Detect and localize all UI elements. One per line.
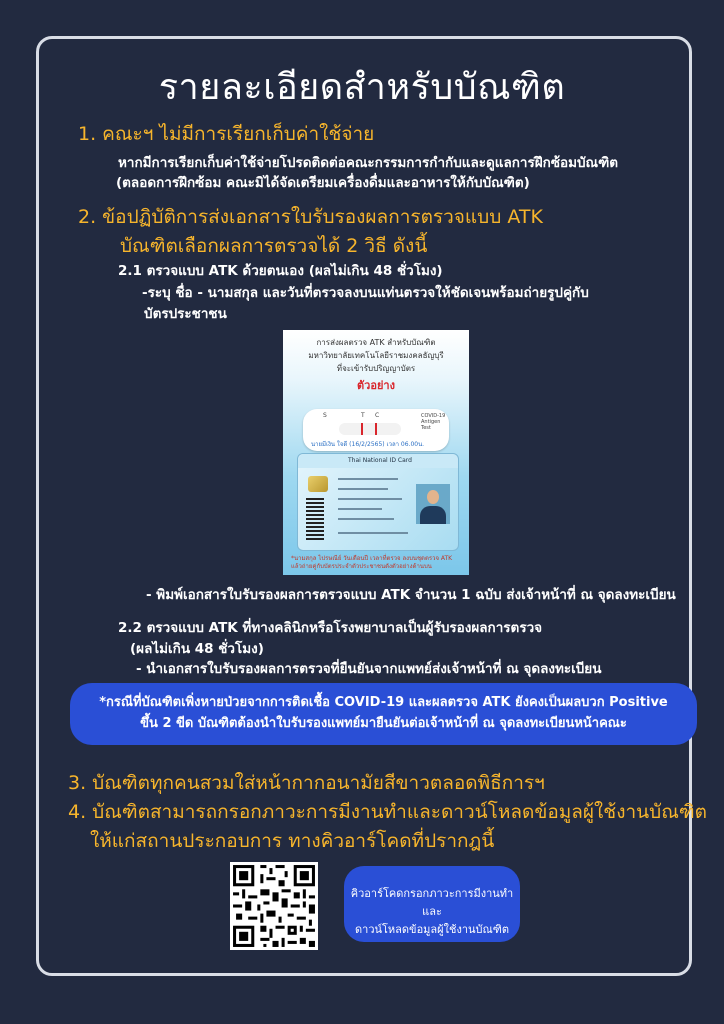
id-card-barcode: [306, 498, 324, 542]
qr-code[interactable]: [230, 862, 318, 950]
id-card-line: [338, 498, 402, 500]
qr-caption-line1: คิวอาร์โคดกรอกภาวะการมีงานทำและ: [350, 887, 514, 918]
item1-heading: 1. คณะฯ ไม่มีการเรียกเก็บค่าใช้จ่าย: [78, 123, 375, 145]
id-card-title: Thai National ID Card: [348, 457, 412, 464]
sample-example-label: ตัวอย่าง: [357, 379, 395, 392]
option-2-1-title: 2.1 ตรวจแบบ ATK ด้วยตนเอง (ผลไม่เกิน 48 ชั่วโมง): [118, 263, 443, 279]
item2-heading: 2. ข้อปฏิบัติการส่งเอกสารใบรับรองผลการตรวจแบบ ATK: [78, 206, 543, 228]
option-2-1-line3: - พิมพ์เอกสารใบรับรองผลการตรวจแบบ ATK จำนวน 1 ฉบับ ส่งเจ้าหน้าที่ ณ จุดลงทะเบียน: [146, 587, 676, 603]
option-2-2-line1: (ผลไม่เกิน 48 ชั่วโมง): [130, 641, 264, 657]
control-line: [361, 423, 363, 435]
item4-line1: 4. บัณฑิตสามารถกรอกภาวะการมีงานทำและดาวน์โหลดข้อมูลผู้ใช้งานบัณฑิต: [68, 801, 707, 823]
id-card: [297, 453, 459, 551]
page-title: รายละเอียดสำหรับบัณฑิต: [158, 67, 566, 108]
atk-sample-image: [283, 330, 469, 575]
kit-side-label: COVID-19 Antigen Test: [421, 413, 446, 431]
option-2-2-title: 2.2 ตรวจแบบ ATK ที่ทางคลินิกหรือโรงพยาบาลเป็นผู้รับรองผลการตรวจ: [118, 620, 543, 636]
id-card-line: [338, 488, 388, 490]
sample-header-line2: มหาวิทยาลัยเทคโนโลยีราชมงคลธัญบุรี: [308, 351, 444, 360]
qr-caption-line2: ดาวน์โหลดข้อมูลผู้ใช้งานบัณฑิต: [355, 923, 509, 936]
kit-name-date: นายมีเงิน ใจดี (16/2/2565) เวลา 06.00น.: [311, 441, 425, 448]
item4-line2: ให้แก่สถานประกอบการ ทางคิวอาร์โคดที่ปรากฎนี้: [90, 830, 495, 852]
test-line: [375, 423, 377, 435]
photo-body: [420, 506, 446, 524]
sample-header-line3: ที่จะเข้ารับปริญญาบัตร: [336, 364, 416, 373]
notice-line1: *กรณีที่บัณฑิตเพิ่งหายป่วยจากการติดเชื้อ COVID-19 และผลตรวจ ATK ยังคงเป็นผลบวก Positive: [99, 695, 668, 710]
item1-line1: หากมีการเรียกเก็บค่าใช้จ่ายโปรดติดต่อคณะกรรมการกำกับและดูแลการฝึกซ้อมบัณฑิต: [118, 155, 619, 171]
kit-t-label: T: [361, 412, 365, 419]
test-window: [339, 423, 401, 435]
atk-test-kit: [303, 409, 449, 451]
sample-header-line1: การส่งผลตรวจ ATK สำหรับบัณฑิต: [316, 338, 436, 347]
option-2-1-line1: -ระบุ ชื่อ - นามสกุล และวันที่ตรวจลงบนแท่นตรวจให้ชัดเจนพร้อมถ่ายรูปคู่กับ: [142, 285, 589, 301]
item3-heading: 3. บัณฑิตทุกคนสวมใส่หน้ากากอนามัยสีขาวตลอดพิธีการฯ: [68, 772, 545, 794]
option-2-1-line2: บัตรประชาชน: [144, 306, 227, 322]
item1-line2: (ตลอดการฝึกซ้อม คณะมิได้จัดเตรียมเครื่องดื่มและอาหารให้กับบัณฑิต): [116, 175, 530, 191]
notice-line2: ขึ้น 2 ขีด บัณฑิตต้องนำใบรับรองแพทย์มายืนยันต่อเจ้าหน้าที่ ณ จุดลงทะเบียนหน้าคณะ: [140, 716, 627, 731]
item2-subheading: บัณฑิตเลือกผลการตรวจได้ 2 วิธี ดังนี้: [120, 235, 428, 257]
id-card-photo: [416, 484, 450, 524]
kit-s-label: S: [323, 412, 327, 419]
sample-footer-note: *นามสกุล ไปรษณีย์ วันเดือนปี เวลาที่ตรวจ ลงบนชุดตรวจ ATK แล้วถ่ายคู่กับบัตรประจำตัวประชาชนดังตัวอย่างด้านบน: [291, 555, 453, 570]
photo-head: [427, 490, 439, 504]
id-card-line: [338, 478, 398, 480]
id-card-chip: [308, 476, 328, 492]
qr-caption-box: [344, 866, 520, 942]
id-card-line: [338, 508, 382, 510]
id-card-line: [338, 518, 394, 520]
qr-code-icon: [230, 862, 318, 950]
covid-notice-box: [70, 683, 697, 745]
id-card-line: [338, 532, 408, 534]
kit-c-label: C: [375, 412, 380, 419]
option-2-2-line2: - นำเอกสารใบรับรองผลการตรวจที่ยืนยันจากแพทย์ส่งเจ้าหน้าที่ ณ จุดลงทะเบียน: [136, 661, 602, 677]
